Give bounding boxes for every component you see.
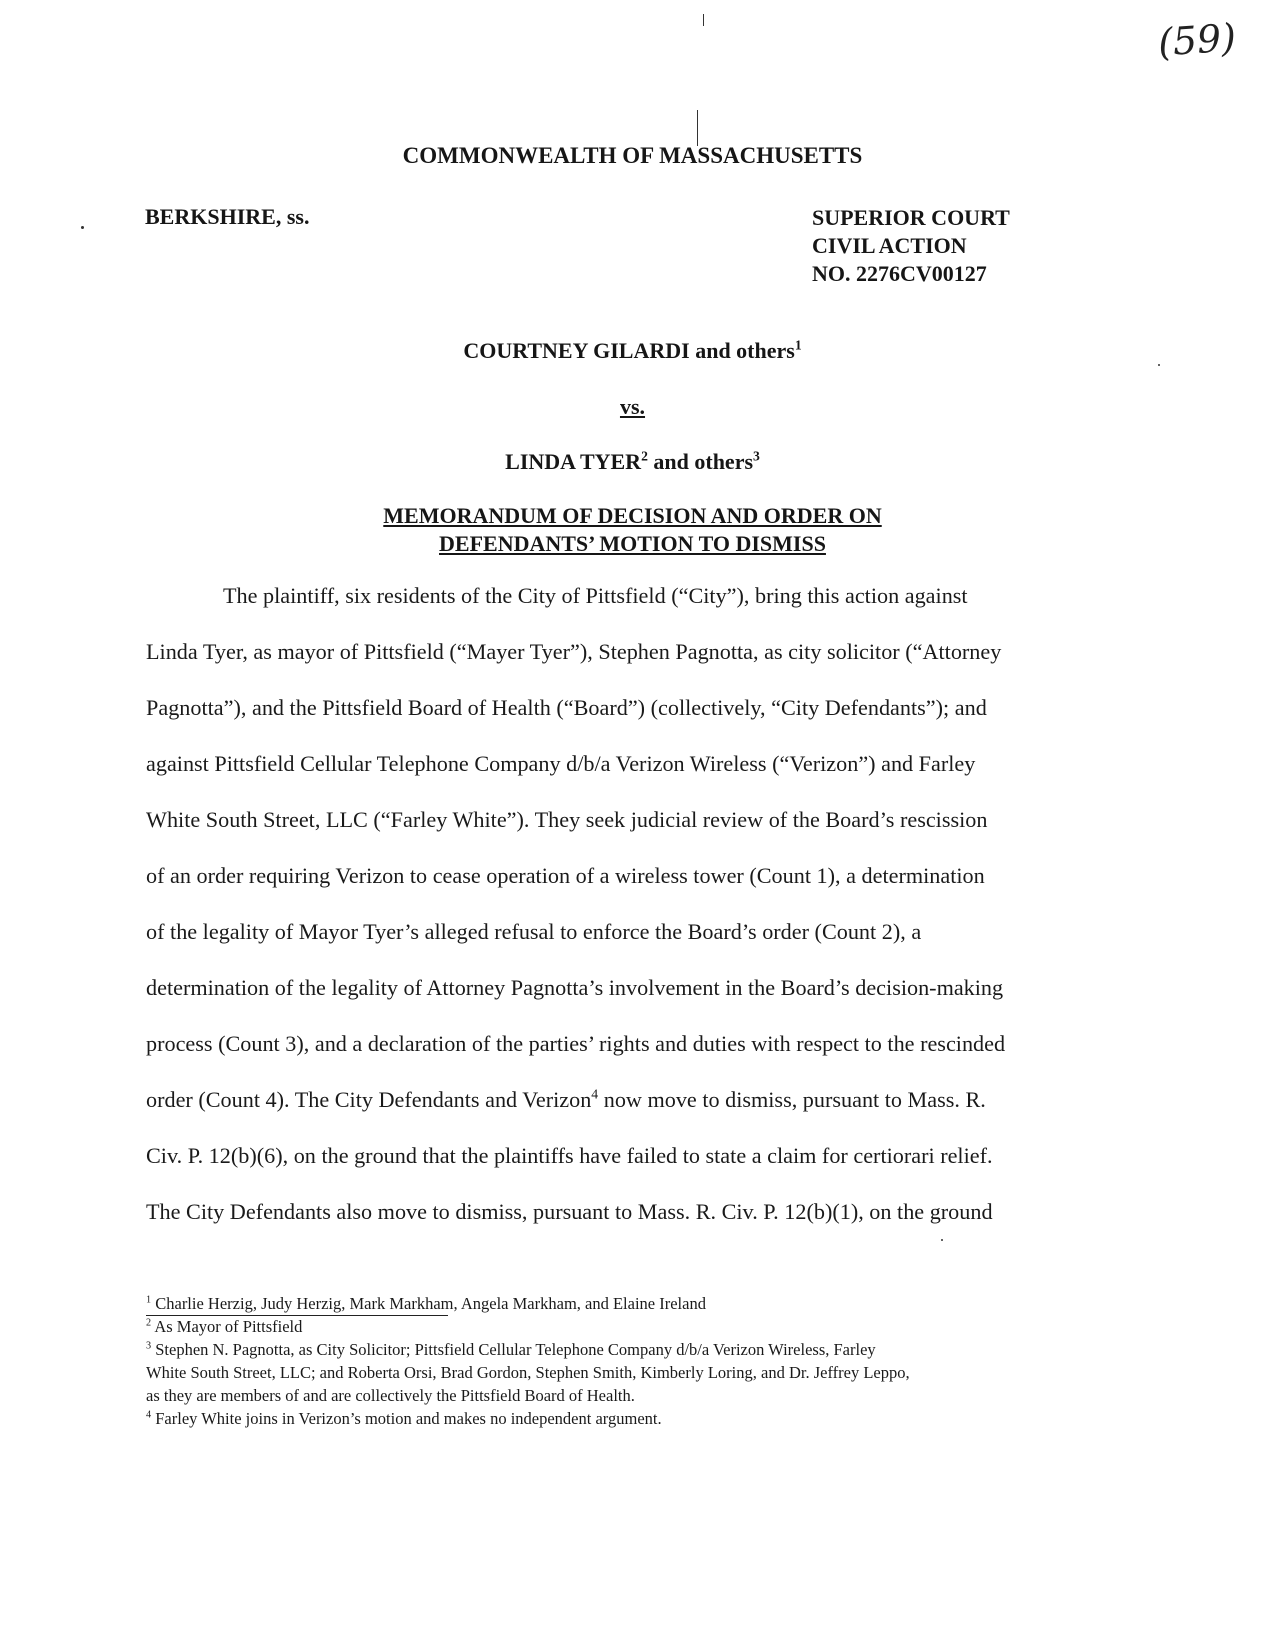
- footnote-1: [146, 1292, 910, 1315]
- body-line: of an order requiring Verizon to cease operation of a wireless tower (Count 1), a determination: [146, 863, 985, 888]
- footnote-2: [146, 1315, 910, 1338]
- footnote-3: [146, 1338, 910, 1407]
- scan-artifact: [697, 110, 698, 146]
- body-line: The City Defendants also move to dismiss, pursuant to Mass. R. Civ. P. 12(b)(1), on the ground: [146, 1199, 993, 1224]
- defendant-caption: [0, 449, 1265, 475]
- body-line: Pagnotta”), and the Pittsfield Board of Health (“Board”) (collectively, “City Defendants”); and: [146, 695, 987, 720]
- footnote-ref: 4: [591, 1086, 599, 1102]
- body-line: Civ. P. 12(b)(6), on the ground that the plaintiffs have failed to state a claim for certiorari relief.: [146, 1143, 993, 1168]
- scan-artifact: [703, 14, 704, 26]
- footnote-text: as they are members of and are collectively the Pittsfield Board of Health.: [146, 1386, 635, 1405]
- footnote-ref: 1: [794, 337, 802, 353]
- footnote-4: [146, 1407, 910, 1430]
- title-line: DEFENDANTS’ MOTION TO DISMISS: [439, 531, 826, 556]
- court-line: CIVIL ACTION: [812, 233, 967, 258]
- footnote-number: 1: [146, 1294, 152, 1306]
- body-line: of the legality of Mayor Tyer’s alleged refusal to enforce the Board’s order (Count 2), a: [146, 919, 922, 944]
- body-text: order (Count 4). The City Defendants and Verizon: [146, 1087, 592, 1112]
- body-line: against Pittsfield Cellular Telephone Company d/b/a Verizon Wireless (“Verizon”) and Farley: [146, 751, 976, 776]
- footnote-text: Charlie Herzig, Judy Herzig, Mark Markham, Angela Markham, and Elaine Ireland: [155, 1294, 706, 1313]
- footnote-text: Stephen N. Pagnotta, as City Solicitor; Pittsfield Cellular Telephone Company d/b/a Verizon Wireless, Farley: [155, 1340, 876, 1359]
- footnote-number: 4: [146, 1409, 152, 1421]
- court-line: SUPERIOR COURT: [812, 205, 1010, 230]
- body-text: now move to dismiss, pursuant to Mass. R.: [598, 1087, 986, 1112]
- body-line: Linda Tyer, as mayor of Pittsfield (“Mayer Tyer”), Stephen Pagnotta, as city solicitor (“Attorney: [146, 639, 1002, 664]
- footnote-ref: 3: [753, 448, 760, 464]
- handwritten-page-number: (59): [1156, 15, 1238, 65]
- footnote-ref: 2: [641, 448, 648, 464]
- body-line: The plaintiff, six residents of the City of Pittsfield (“City”), bring this action against: [223, 583, 968, 608]
- plaintiff-name: COURTNEY GILARDI and others: [463, 338, 795, 363]
- footnote-text: Farley White joins in Verizon’s motion and makes no independent argument.: [155, 1409, 662, 1428]
- body-line: [146, 1072, 1005, 1128]
- scan-artifact: [81, 226, 84, 229]
- footnote-number: 3: [146, 1340, 152, 1352]
- body-line: determination of the legality of Attorney Pagnotta’s involvement in the Board’s decision-making: [146, 975, 1004, 1000]
- docket-number: NO. 2276CV00127: [812, 261, 987, 286]
- title-line: MEMORANDUM OF DECISION AND ORDER ON: [383, 503, 882, 528]
- defendant-suffix: and others: [647, 449, 754, 474]
- document-title: [0, 502, 1265, 558]
- county-label: BERKSHIRE, ss.: [145, 204, 310, 229]
- body-paragraph: [146, 568, 1005, 1240]
- court-heading: COMMONWEALTH OF MASSACHUSETTS: [402, 143, 863, 168]
- defendant-name: LINDA TYER: [505, 449, 642, 474]
- footnote-text: White South Street, LLC; and Roberta Orsi, Brad Gordon, Stephen Smith, Kimberly Loring, and Dr. Jeffrey Leppo,: [146, 1363, 910, 1382]
- footnotes: [146, 1292, 910, 1430]
- scan-artifact: [1158, 364, 1160, 366]
- body-line: process (Count 3), and a declaration of the parties’ rights and duties with respect to the rescinded: [146, 1031, 1006, 1056]
- versus-label: vs.: [619, 394, 646, 419]
- footnote-number: 2: [146, 1317, 152, 1329]
- court-block: [812, 204, 1010, 288]
- footnote-text: As Mayor of Pittsfield: [154, 1317, 303, 1336]
- plaintiff-caption: [0, 338, 1265, 364]
- body-line: White South Street, LLC (“Farley White”). They seek judicial review of the Board’s rescission: [146, 807, 988, 832]
